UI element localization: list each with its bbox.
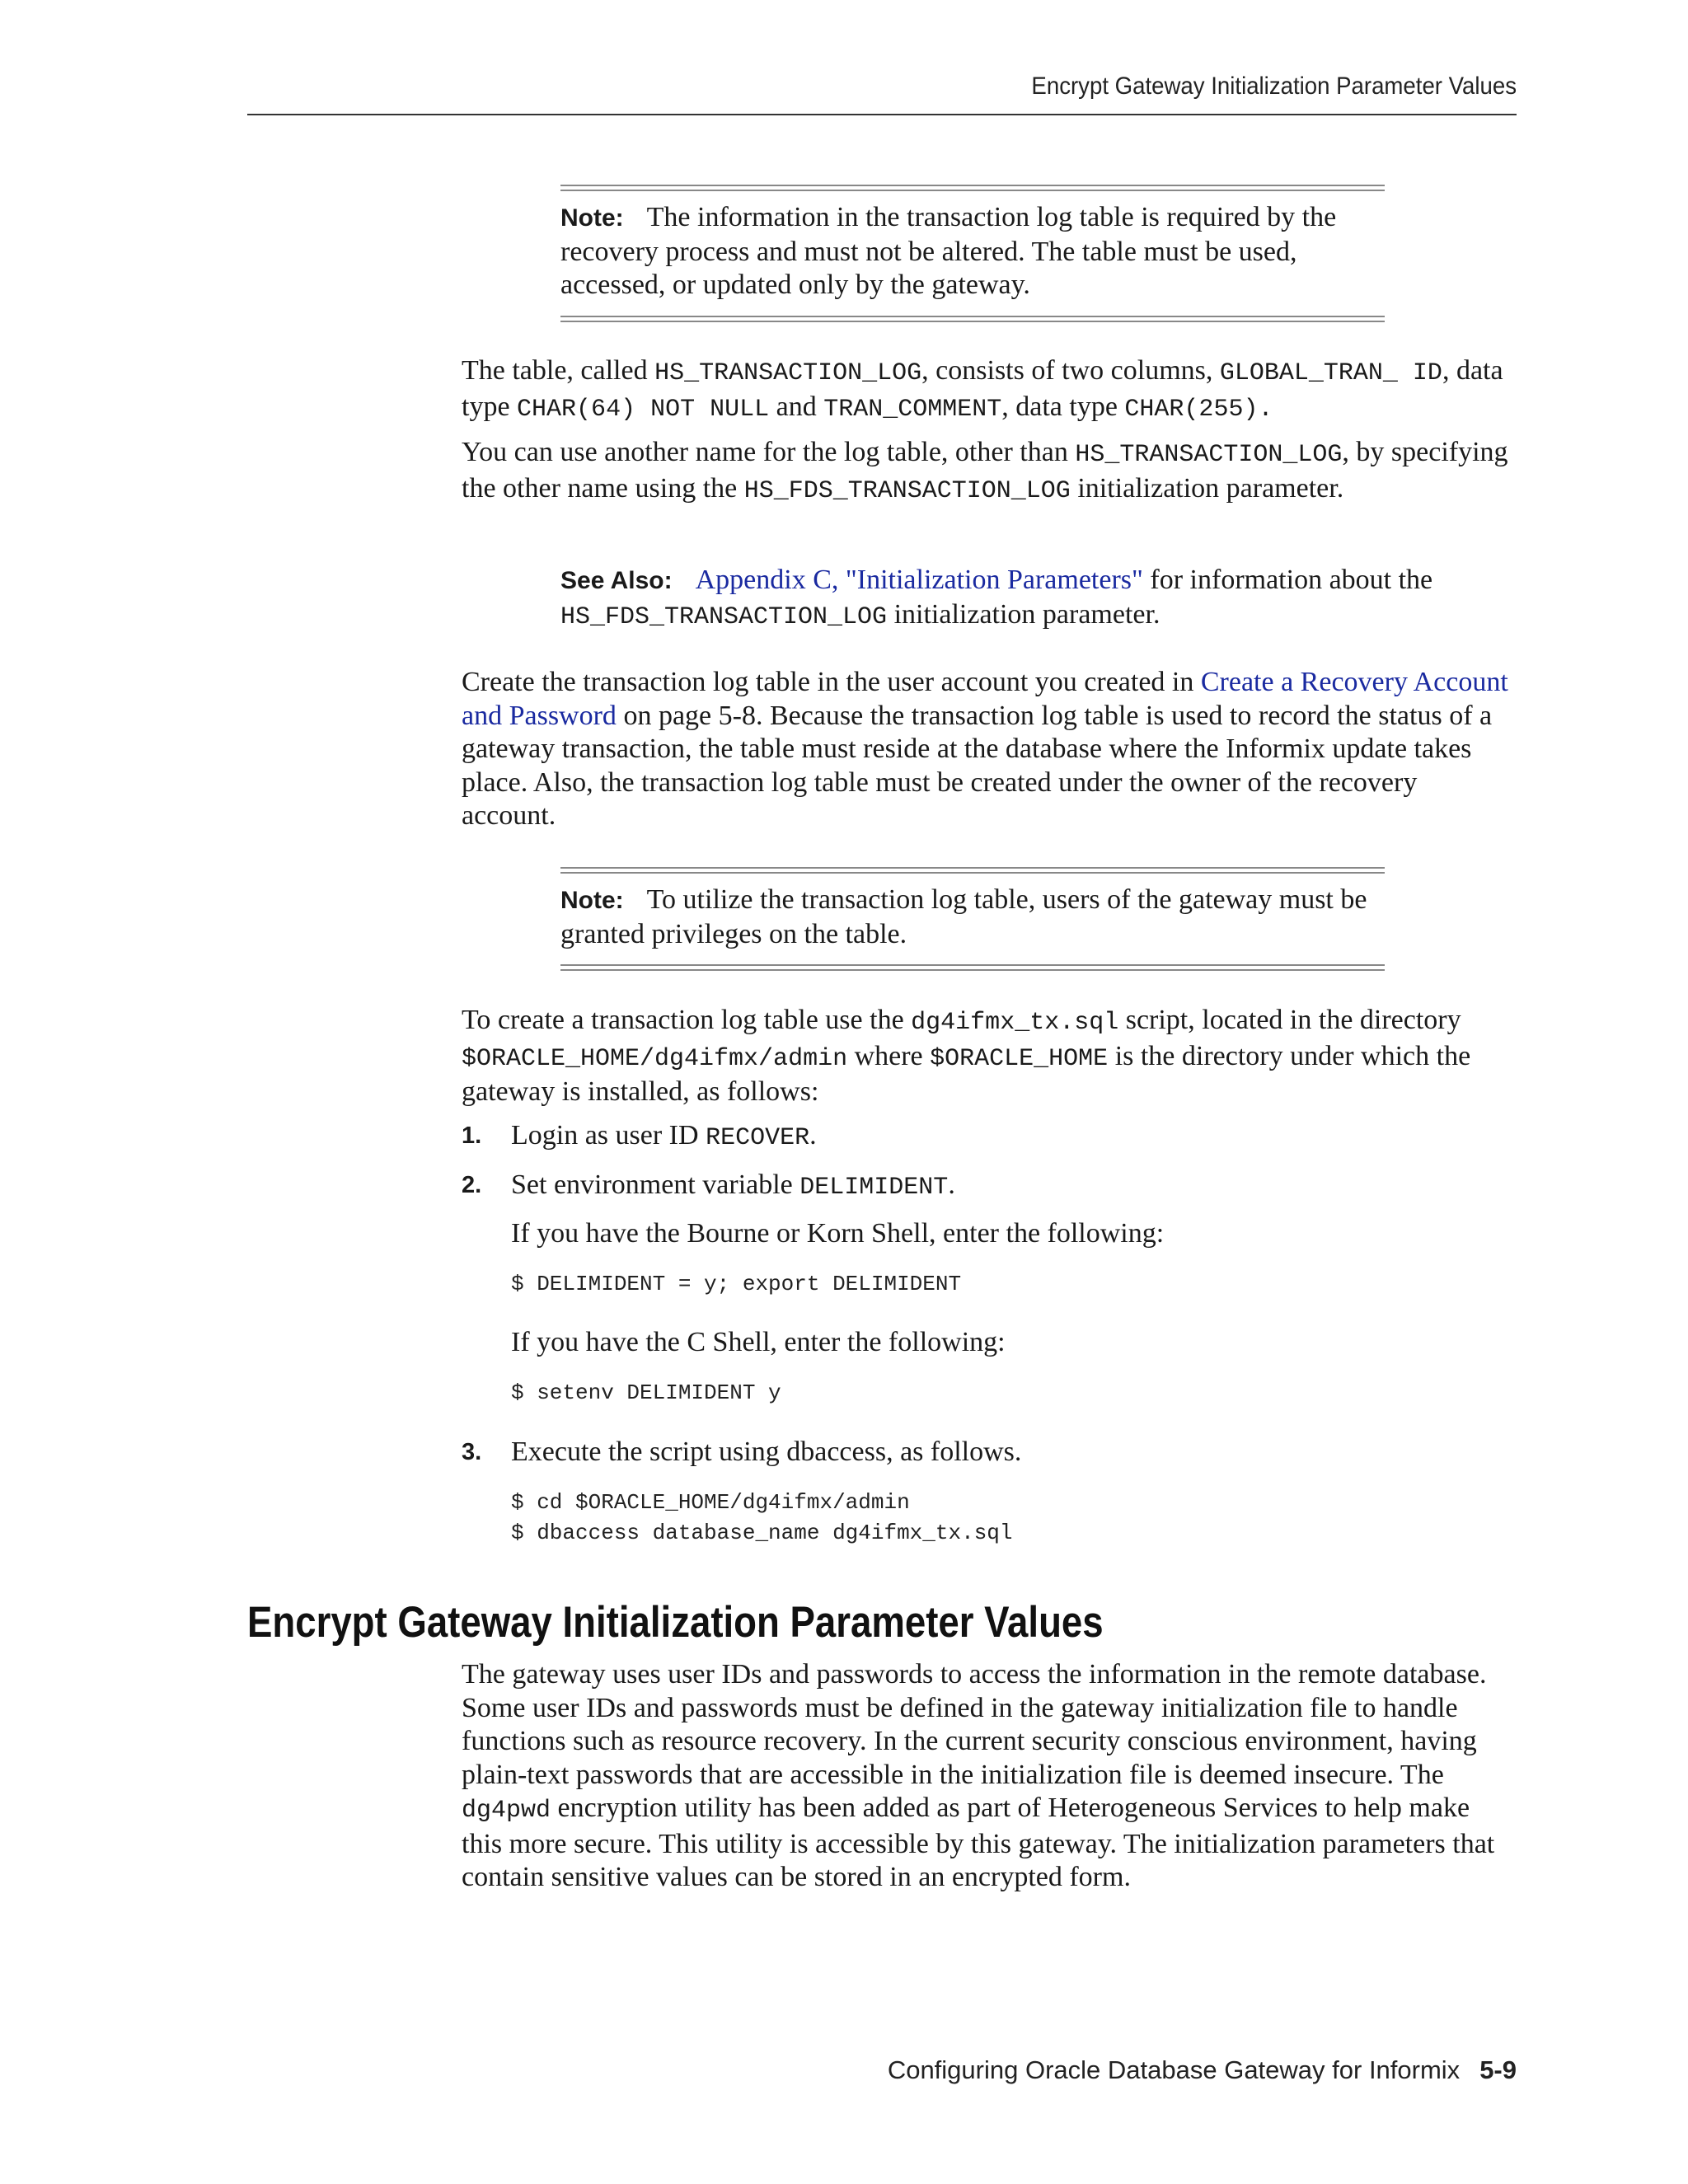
code-char255: CHAR(255).: [1124, 395, 1273, 424]
step-text: Set environment variable DELIMIDENT.: [511, 1169, 955, 1202]
note-top-rule: [560, 867, 1385, 874]
paragraph-create-instructions: To create a transaction log table use the dg4ifmx_tx.sql script, located in the directory $ORACLE_HOME/dg4ifmx/admin where $ORACLE_HOME is the directory under which the gateway is installed, as follows:: [462, 1005, 1471, 1107]
paragraph-create-log-table: Create the transaction log table in the user account you created in Create a Recovery Account and Password on page 5-8. Because the transaction log table is used to record the status of a gateway transaction, the table must reside at the database where the Informix update takes place. Also, the transaction log table must be created under the owner of the recovery account.: [462, 667, 1508, 831]
code-block-dbaccess: $ cd $ORACLE_HOME/dg4ifmx/admin $ dbaccess database_name dg4ifmx_tx.sql: [511, 1490, 1013, 1545]
code-delimident: DELIMIDENT: [799, 1174, 949, 1202]
code-dg4pwd: dg4pwd: [462, 1797, 551, 1825]
code-block-cshell: $ setenv DELIMIDENT y: [511, 1380, 781, 1405]
code-char64: CHAR(64) NOT NULL: [517, 395, 770, 424]
appendix-c-link[interactable]: Appendix C, "Initialization Parameters": [695, 565, 1143, 595]
code-hs-transaction-log: HS_TRANSACTION_LOG: [654, 359, 922, 387]
paragraph-table-description: The table, called HS_TRANSACTION_LOG, consists of two columns, GLOBAL_TRAN_ ID, data type CHAR(64) NOT NULL and TRAN_COMMENT, data type CHAR(255).: [462, 355, 1503, 424]
code-hs-transaction-log: HS_TRANSACTION_LOG: [1075, 441, 1343, 469]
header-rule: [247, 114, 1517, 115]
note-box: [560, 185, 1385, 322]
note-text: [560, 201, 1385, 302]
note-bottom-rule: [560, 964, 1385, 971]
running-header: Encrypt Gateway Initialization Parameter Values: [1031, 73, 1517, 100]
note-bottom-rule: [560, 316, 1385, 322]
code-block-bourne: $ DELIMIDENT = y; export DELIMIDENT: [511, 1272, 962, 1296]
section-heading: Encrypt Gateway Initialization Parameter Values: [247, 1598, 1104, 1647]
code-hs-fds-transaction-log: HS_FDS_TRANSACTION_LOG: [743, 476, 1071, 505]
step-number: 2.: [462, 1172, 482, 1198]
page-footer: [247, 2055, 1517, 2085]
code-hs-fds-transaction-log: HS_FDS_TRANSACTION_LOG: [560, 602, 888, 631]
bourne-shell-instruction: If you have the Bourne or Korn Shell, enter the following:: [511, 1218, 1165, 1249]
step-number: 3.: [462, 1439, 482, 1465]
see-also: See Also: Appendix C, "Initialization Parameters" for information about the HS_FDS_TRANSACTION_LOG initialization parameter.: [560, 565, 1433, 631]
c-shell-instruction: If you have the C Shell, enter the following:: [511, 1327, 1006, 1357]
step-text: Login as user ID RECOVER.: [511, 1120, 817, 1152]
paragraph-log-name: You can use another name for the log table, other than HS_TRANSACTION_LOG, by specifying the other name using the HS_FDS_TRANSACTION_LOG initialization parameter.: [462, 437, 1508, 505]
code-oracle-home: $ORACLE_HOME: [930, 1044, 1109, 1073]
recovery-account-link[interactable]: Create a Recovery Account and Password: [462, 667, 1508, 731]
code-tran-comment: TRAN_COMMENT: [823, 395, 1002, 424]
note-body: To utilize the transaction log table, users of the gateway must be granted privileges on the table.: [560, 884, 1367, 949]
step-number: 1.: [462, 1122, 482, 1149]
page-number: 5-9: [1479, 2055, 1517, 2084]
paragraph-encrypt-overview: The gateway uses user IDs and passwords to access the information in the remote database. Some user IDs and passwords must be defined in the gateway initialization file to handle functions such as resource recovery. In the current security conscious environment, having plain-text passwords that are accessible in the initialization file is deemed insecure. The dg4pwd encryption utility has been added as part of Heterogeneous Services to help make this more secure. This utility is accessible by this gateway. The initialization parameters that contain sensitive values can be stored in an encrypted form.: [462, 1659, 1495, 1892]
footer-title: Configuring Oracle Database Gateway for Informix: [887, 2055, 1461, 2084]
note-label: Note:: [560, 887, 624, 914]
note-text: [560, 883, 1385, 951]
code-admin-directory: $ORACLE_HOME/dg4ifmx/admin: [462, 1044, 848, 1073]
code-script-name: dg4ifmx_tx.sql: [911, 1009, 1119, 1037]
step-text: Execute the script using dbaccess, as follows.: [511, 1436, 1022, 1467]
code-global-tran-id: GLOBAL_TRAN_ ID: [1219, 359, 1442, 387]
note-top-rule: [560, 185, 1385, 191]
note-label: Note:: [560, 204, 624, 232]
code-recover: RECOVER: [706, 1124, 810, 1152]
see-also-label: See Also:: [560, 567, 673, 594]
note-body: The information in the transaction log table is required by the recovery process and must not be altered. The table must be used, accessed, or updated only by the gateway.: [560, 202, 1337, 300]
note-box-privileges: [560, 867, 1385, 971]
